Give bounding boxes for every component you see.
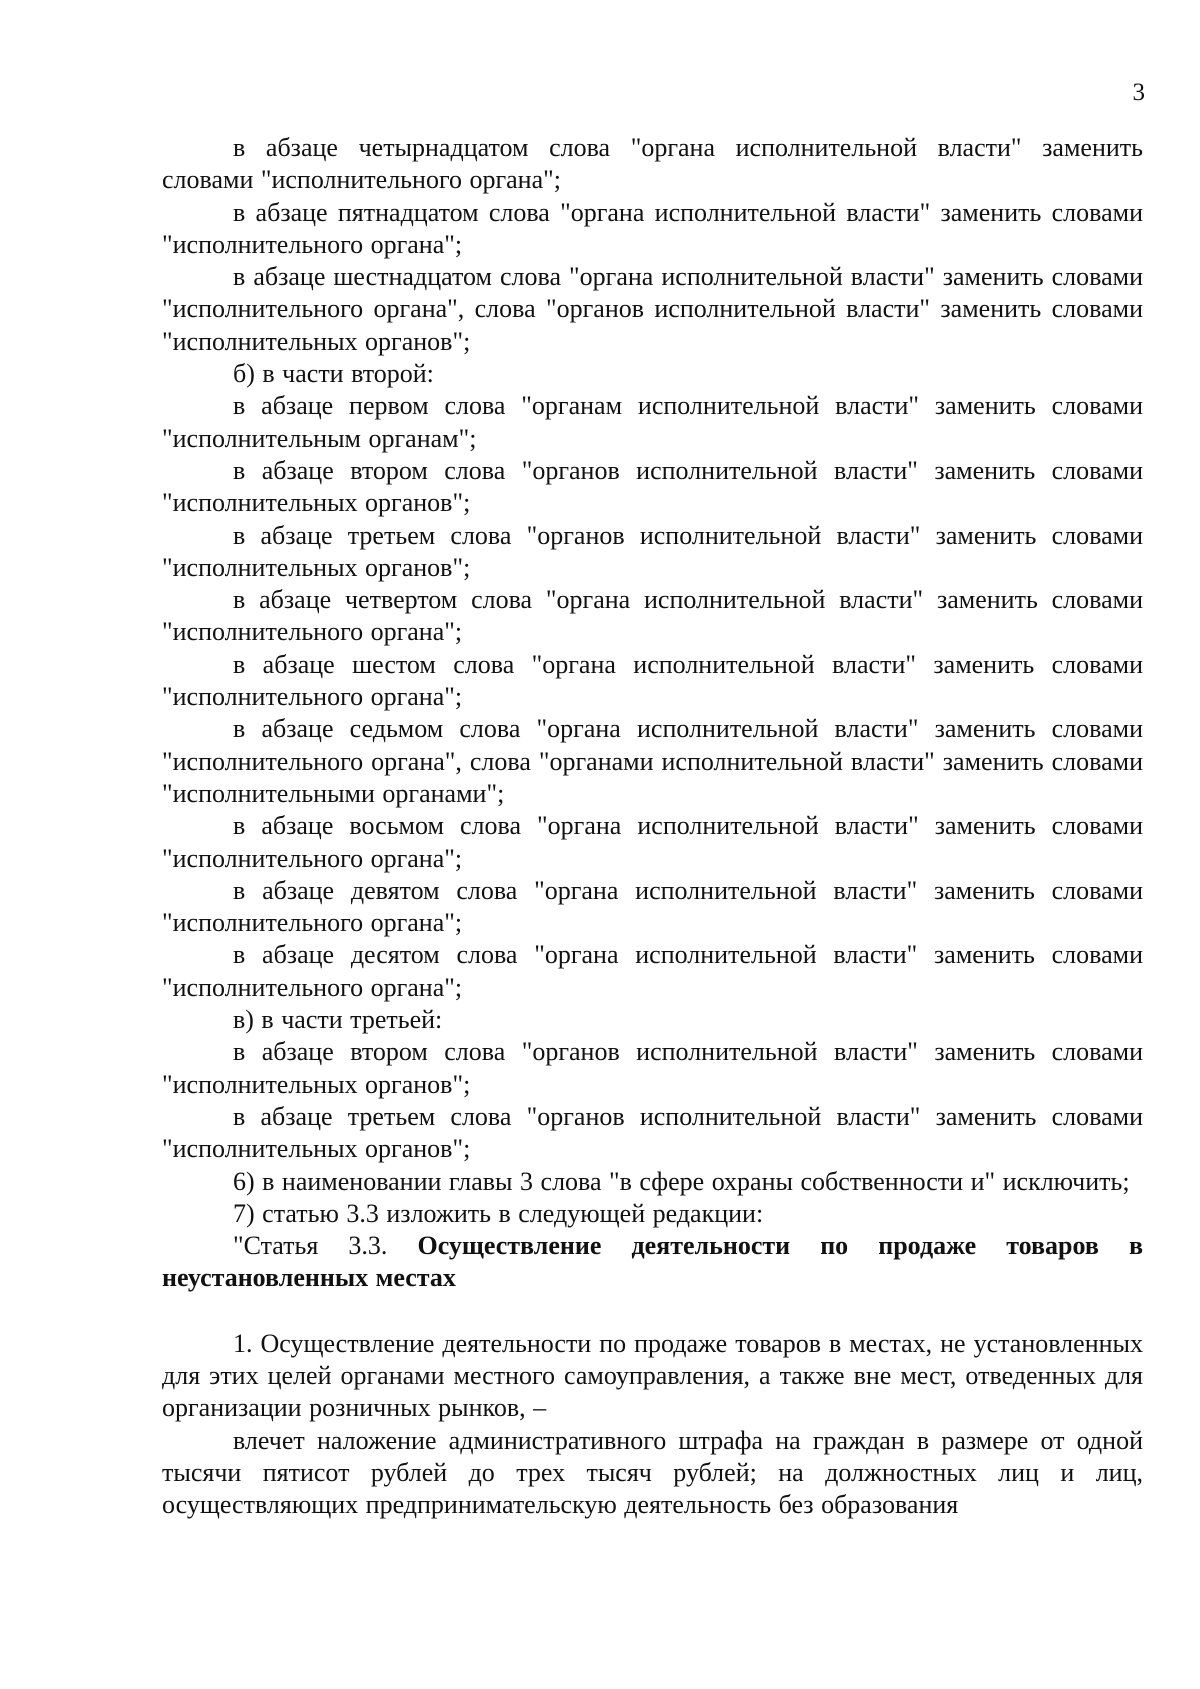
- article-heading-prefix: "Статья 3.3.: [233, 1231, 418, 1261]
- article-heading: [162, 1230, 1143, 1295]
- spacer: [162, 1295, 1143, 1328]
- paragraph: в) в части третьей:: [233, 1005, 443, 1035]
- paragraph: в абзаце девятом слова "органа исполнительной власти" заменить словами "исполнительного органа";: [162, 875, 1143, 938]
- paragraph: в абзаце четырнадцатом слова "органа исполнительной власти" заменить словами "исполнительного органа";: [162, 133, 1143, 195]
- paragraph: в абзаце четвертом слова "органа исполнительной власти" заменить словами "исполнительного органа";: [162, 585, 1143, 647]
- paragraph: в абзаце седьмом слова "органа исполнительной власти" заменить словами "исполнительного органа", слова "органами исполнительной власти" заменить словами "исполнительными органами";: [162, 714, 1143, 808]
- paragraph: 6) в наименовании главы 3 слова "в сфере охраны собственности и" исключить;: [233, 1166, 1130, 1196]
- paragraph: в абзаце втором слова "органов исполнительной власти" заменить словами "исполнительных органов";: [162, 455, 1143, 518]
- document-body: [162, 132, 1143, 1521]
- paragraph: в абзаце третьем слова "органов исполнительной власти" заменить словами "исполнительных органов";: [162, 520, 1143, 582]
- article-paragraph: 1. Осуществление деятельности по продаже товаров в местах, не установленных для этих целей органами местного самоуправления, а также вне мест, отведенных для организации розничных рынков, –: [162, 1328, 1143, 1423]
- paragraph: в абзаце восьмом слова "органа исполнительной власти" заменить словами "исполнительного органа";: [162, 811, 1143, 873]
- paragraph: в абзаце шестнадцатом слова "органа исполнительной власти" заменить словами "исполнительного органа", слова "органов исполнительной власти" заменить словами "исполнительных органов";: [162, 262, 1143, 356]
- paragraph: в абзаце первом слова "органам исполнительной власти" заменить словами "исполнительным органам";: [162, 391, 1143, 453]
- paragraph: б) в части второй:: [233, 359, 434, 389]
- article-heading-title: Осуществление деятельности по продаже товаров в неустановленных местах: [162, 1231, 1144, 1293]
- paragraph: 7) статью 3.3 изложить в следующей редакции:: [233, 1198, 764, 1228]
- article-paragraph: влечет наложение административного штрафа на граждан в размере от одной тысячи пятисот рублей до трех тысяч рублей; на должностных лиц и лиц, осуществляющих предпринимательскую деятельность без образования: [162, 1425, 1143, 1520]
- paragraph: в абзаце третьем слова "органов исполнительной власти" заменить словами "исполнительных органов";: [162, 1101, 1143, 1164]
- paragraph: в абзаце десятом слова "органа исполнительной власти" заменить словами "исполнительного органа";: [162, 940, 1143, 1002]
- paragraph: в абзаце шестом слова "органа исполнительной власти" заменить словами "исполнительного органа";: [162, 649, 1143, 712]
- paragraph: в абзаце пятнадцатом слова "органа исполнительной власти" заменить словами "исполнительного органа";: [162, 197, 1143, 259]
- page-number: 3: [1132, 79, 1145, 106]
- paragraph: в абзаце втором слова "органов исполнительной власти" заменить словами "исполнительных органов";: [162, 1037, 1143, 1099]
